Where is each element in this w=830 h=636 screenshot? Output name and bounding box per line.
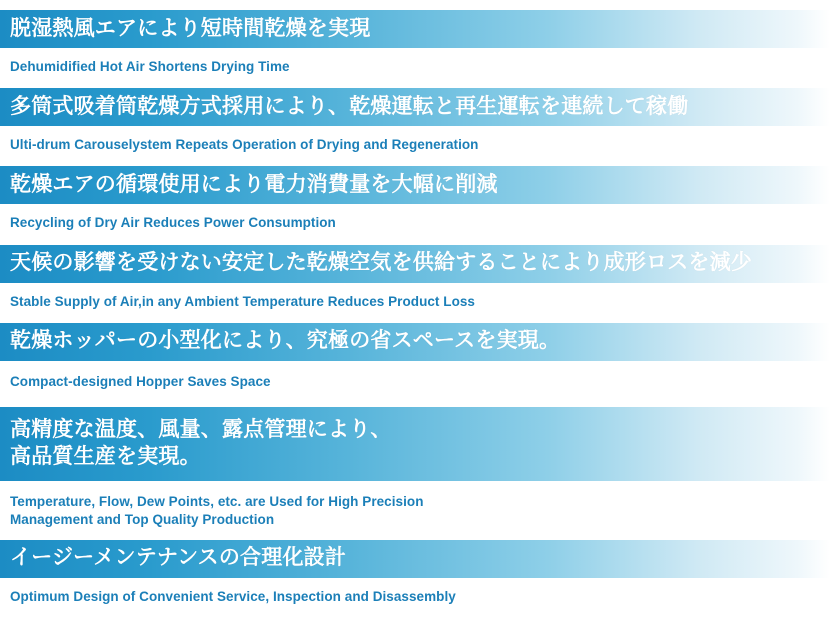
feature-block bbox=[0, 540, 830, 610]
feature-banner bbox=[0, 323, 830, 361]
feature-headline-jp: 多筒式吸着筒乾燥方式採用により、乾燥運転と再生運転を連続して稼働 bbox=[10, 94, 689, 118]
feature-banner bbox=[0, 245, 830, 283]
feature-headline-jp: 天候の影響を受けない安定した乾燥空気を供給することにより成形ロスを減少 bbox=[10, 251, 752, 275]
feature-headline-jp: 脱湿熱風エアにより短時間乾燥を実現 bbox=[10, 16, 371, 40]
feature-headline-jp: イージーメンテナンスの合理化設計 bbox=[10, 546, 347, 570]
feature-subtitle-en: Stable Supply of Air,in any Ambient Temperature Reduces Product Loss bbox=[10, 293, 475, 309]
feature-headline-jp: 乾燥ホッパーの小型化により、究極の省スペースを実現。 bbox=[10, 329, 561, 353]
feature-subtitle-en: Recycling of Dry Air Reduces Power Consumption bbox=[10, 215, 336, 231]
feature-block bbox=[0, 407, 830, 539]
feature-subtitle-en: Temperature, Flow, Dew Points, etc. are Used for High Precision Management and Top Quality Production bbox=[10, 494, 424, 528]
feature-banner bbox=[0, 88, 830, 126]
feature-subtitle-en: Compact-designed Hopper Saves Space bbox=[10, 373, 271, 389]
feature-headline-jp: 高精度な温度、風量、露点管理により、 高品質生産を実現。 bbox=[10, 418, 392, 469]
feature-block bbox=[0, 323, 830, 407]
feature-block bbox=[0, 245, 830, 323]
feature-headline-jp: 乾燥エアの循環使用により電力消費量を大幅に削減 bbox=[10, 173, 498, 196]
feature-banner bbox=[0, 540, 830, 578]
feature-banner bbox=[0, 407, 830, 481]
feature-subtitle-en: Dehumidified Hot Air Shortens Drying Time bbox=[10, 59, 290, 74]
feature-block bbox=[0, 166, 830, 244]
feature-subtitle-en: Optimum Design of Convenient Service, Inspection and Disassembly bbox=[10, 588, 456, 604]
feature-banner bbox=[0, 10, 830, 48]
feature-subtitle-en: Ulti-drum Carouselystem Repeats Operation of Drying and Regeneration bbox=[10, 137, 479, 153]
feature-block bbox=[0, 10, 830, 88]
feature-block bbox=[0, 88, 830, 166]
feature-banner bbox=[0, 166, 830, 204]
